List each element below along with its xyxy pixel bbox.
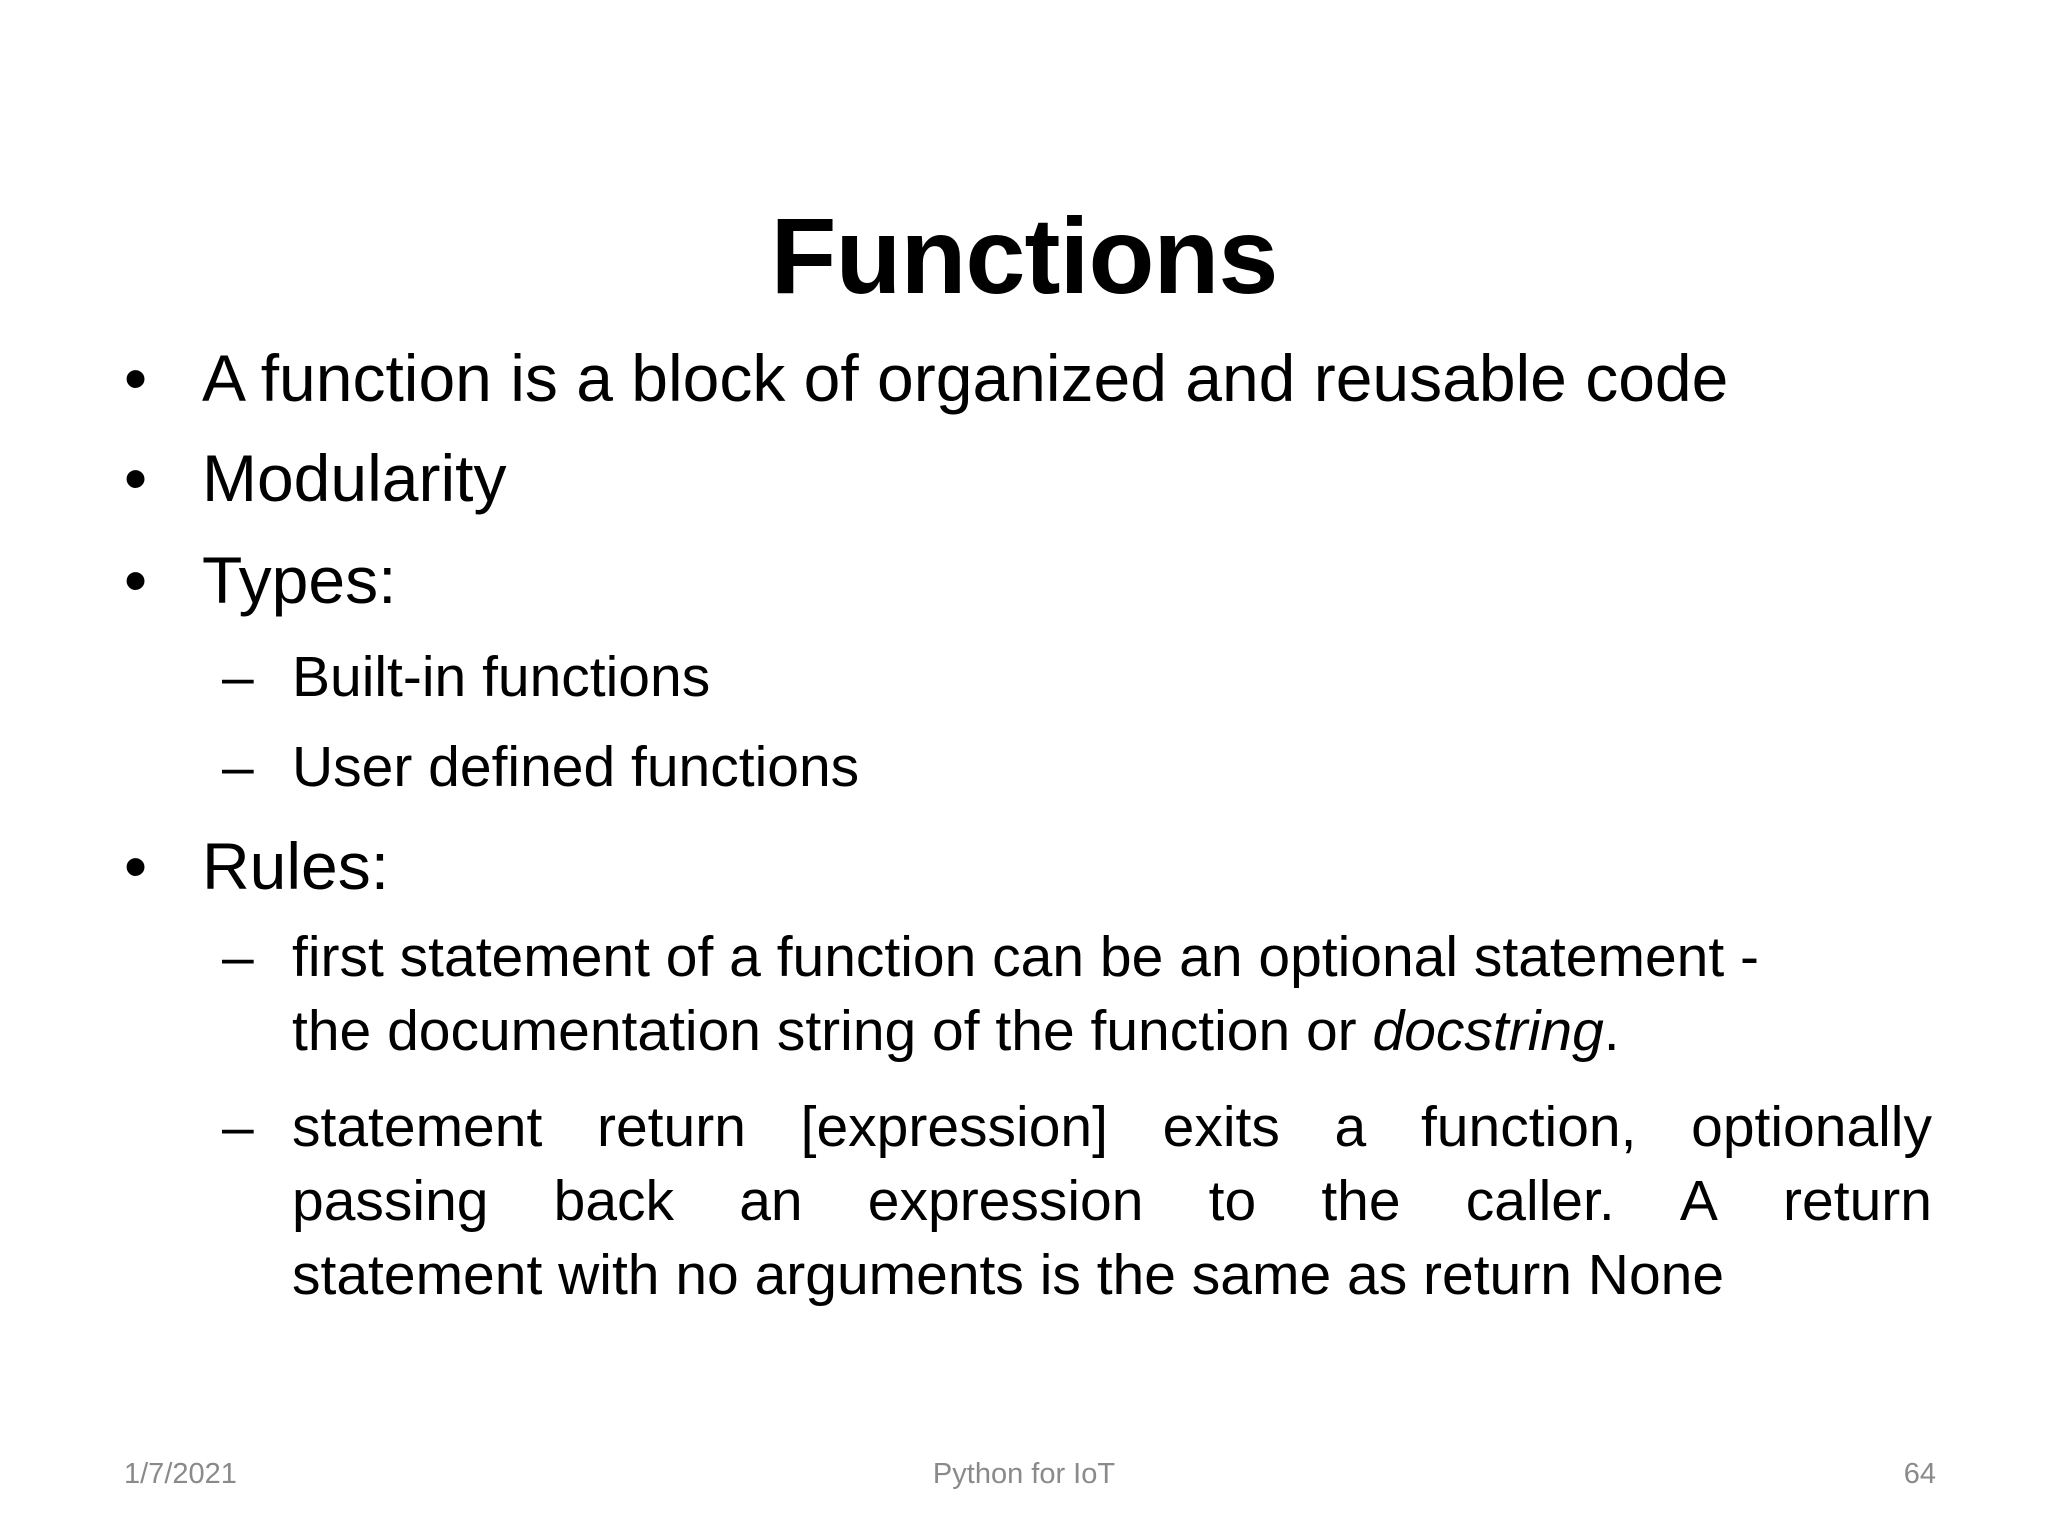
docstring-term: docstring xyxy=(1372,999,1604,1063)
word: back xyxy=(553,1169,675,1233)
bullet-marker: • xyxy=(124,543,148,617)
word: expression xyxy=(867,1169,1144,1233)
footer-title: Python for IoT xyxy=(932,1458,1116,1490)
bullet-item xyxy=(124,540,396,620)
bullet-item xyxy=(124,826,389,906)
word: A xyxy=(1679,1169,1718,1233)
sub-bullet-item xyxy=(222,730,1932,804)
sub-bullet-line xyxy=(292,1090,1932,1164)
sub-bullet-line xyxy=(292,1164,1932,1238)
word: function, xyxy=(1420,1095,1637,1159)
word: to xyxy=(1208,1169,1257,1233)
bullet-text: Modularity xyxy=(202,441,507,515)
sub-bullet-line-part: the documentation string of the function or xyxy=(292,999,1373,1063)
word: a xyxy=(1334,1095,1367,1159)
bullet-item xyxy=(124,338,1728,418)
dash-marker: – xyxy=(222,1095,254,1159)
word: return xyxy=(597,1095,746,1159)
word: an xyxy=(739,1169,803,1233)
bullet-marker: • xyxy=(124,441,148,515)
sub-bullet-item xyxy=(222,920,1932,1068)
sub-bullet-text: User defined functions xyxy=(292,735,860,799)
word: [expression] xyxy=(800,1095,1108,1159)
bullet-text: Rules: xyxy=(202,829,390,903)
word: optionally xyxy=(1691,1095,1932,1159)
word: the xyxy=(1321,1169,1401,1233)
sub-bullet-line xyxy=(292,994,1932,1068)
sub-bullet-text xyxy=(292,920,1932,1068)
word: statement xyxy=(292,1095,543,1159)
bullet-marker: • xyxy=(124,341,148,415)
footer-date: 1/7/2021 xyxy=(124,1458,237,1490)
sub-bullet-line: first statement of a function can be an optional statement - xyxy=(292,925,1759,989)
word: caller. xyxy=(1465,1169,1615,1233)
dash-marker: – xyxy=(222,735,254,799)
bullet-item xyxy=(124,438,506,518)
word: return xyxy=(1783,1169,1932,1233)
sub-bullet-item xyxy=(222,1090,1932,1312)
sub-bullet-line: statement with no arguments is the same as return None xyxy=(292,1243,1725,1307)
dash-marker: – xyxy=(222,645,254,709)
word: exits xyxy=(1162,1095,1280,1159)
sub-bullet-line-part: . xyxy=(1603,999,1620,1063)
bullet-marker: • xyxy=(124,829,148,903)
slide-title: Functions xyxy=(770,195,1278,316)
sub-bullet-text xyxy=(292,1090,1932,1312)
slide-number: 64 xyxy=(1903,1458,1936,1490)
bullet-text: A function is a block of organized and reusable code xyxy=(202,341,1729,415)
bullet-text: Types: xyxy=(202,543,397,617)
sub-bullet-item xyxy=(222,640,1932,714)
dash-marker: – xyxy=(222,925,254,989)
sub-bullet-text: Built-in functions xyxy=(292,645,711,709)
word: passing xyxy=(292,1169,489,1233)
